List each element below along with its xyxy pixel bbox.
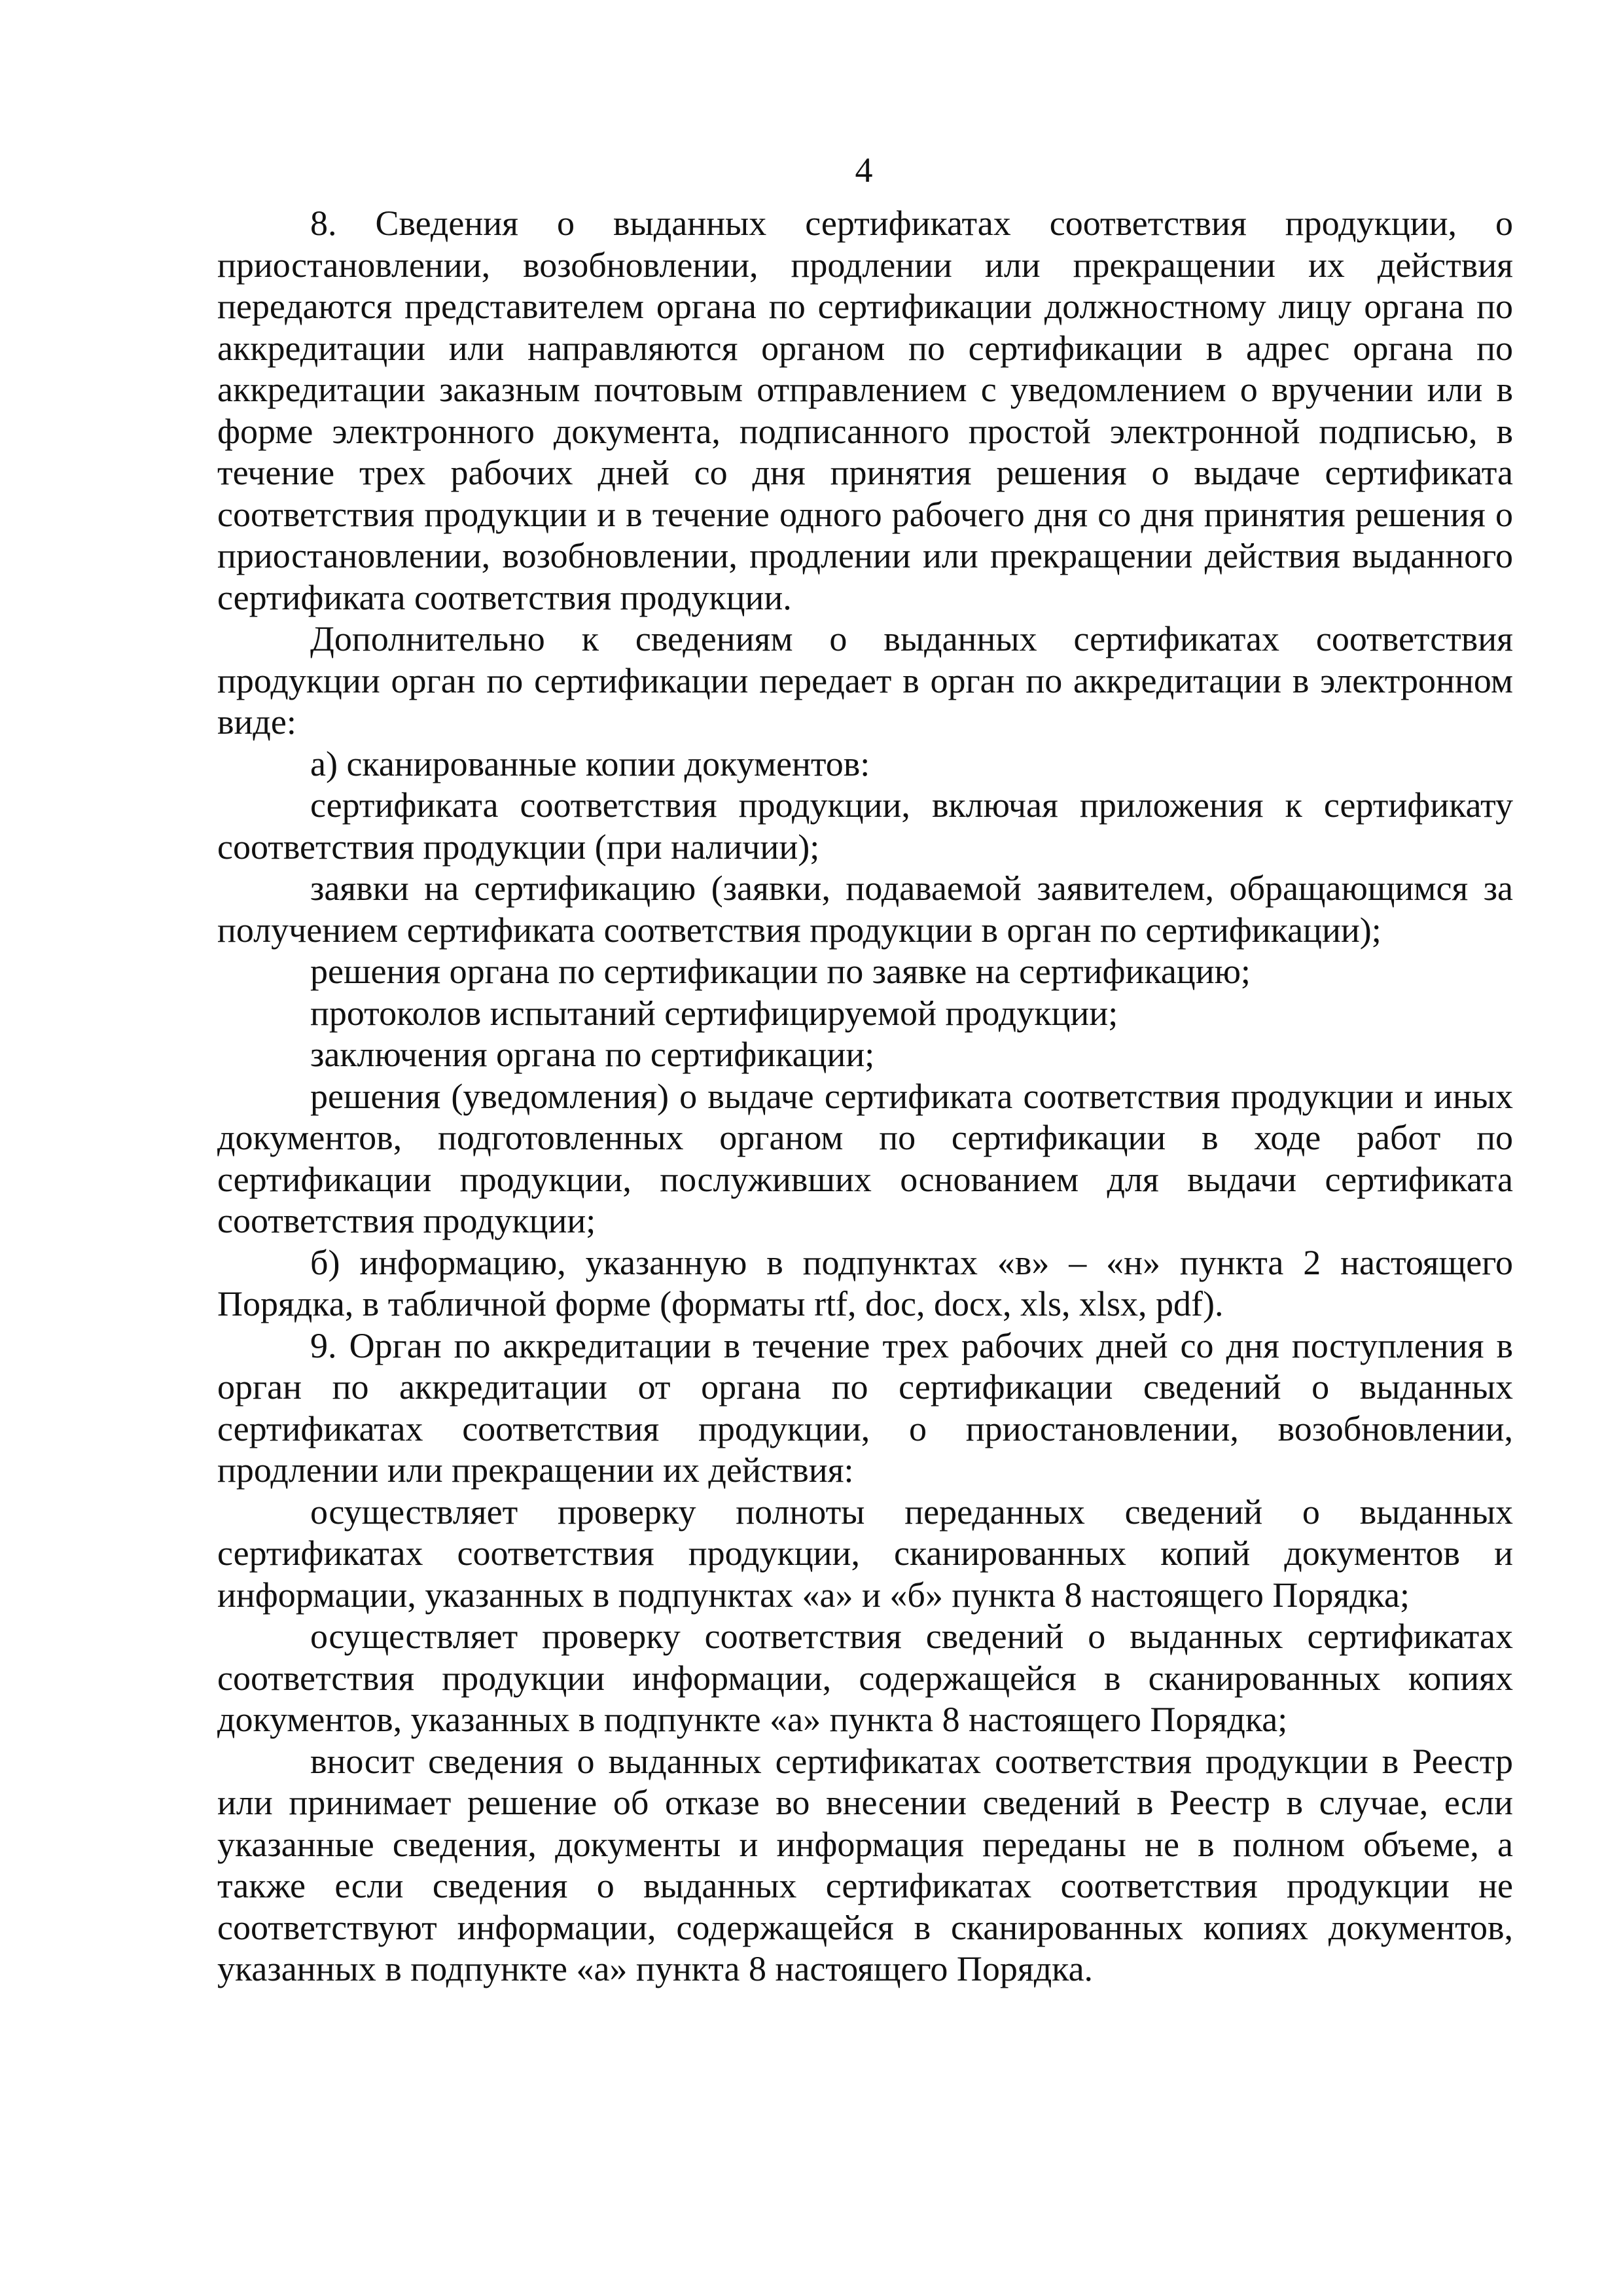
- paragraph-notification: решения (уведомления) о выдаче сертификата соответствия продукции и иных документов, подготовленных органом по сертификации в ходе работ по сертификации продукции, послуживших основанием для выдачи сертификата соответствия продукции;: [217, 1076, 1513, 1240]
- paragraph-additional-info: Дополнительно к сведениям о выданных сертификатах соответствия продукции орган по сертификации передает в орган по аккредитации в электронном виде:: [217, 619, 1513, 742]
- paragraph-decision: решения органа по сертификации по заявке на сертификацию;: [310, 952, 1251, 991]
- paragraph-8-intro: 8. Сведения о выданных сертификатах соответствия продукции, о приостановлении, возобновлении, продлении или прекращении их действия передаются представителем органа по сертификации должностному лицу органа по аккредитации или направляются органом по сертификации в адрес органа по аккредитации заказным почтовым отправлением с уведомлением о вручении или в форме электронного документа, подписанного простой электронной подписью, в течение трех рабочих дней со дня принятия решения о выдаче сертификата соответствия продукции и в течение одного рабочего дня со дня принятия решения о приостановлении, возобновлении, продлении или прекращении действия выданного сертификата соответствия продукции.: [217, 204, 1513, 617]
- paragraph-compliance-check: осуществляет проверку соответствия сведений о выданных сертификатах соответствия продукции информации, содержащейся в сканированных копиях документов, указанных в подпункте «а» пункта 8 настоящего Порядка;: [217, 1617, 1513, 1739]
- paragraph-9-intro: 9. Орган по аккредитации в течение трех рабочих дней со дня поступления в орган по аккредитации от органа по сертификации сведений о выданных сертификатах соответствия продукции, о приостановлении, возобновлении, продлении или прекращении их действия:: [217, 1325, 1513, 1490]
- paragraph-completeness-check: осуществляет проверку полноты переданных сведений о выданных сертификатах соответствия продукции, сканированных копий документов и информации, указанных в подпунктах «а» и «б» пункта 8 настоящего Порядка;: [217, 1492, 1513, 1615]
- document-body: [217, 203, 1513, 1990]
- paragraph-certificate: сертификата соответствия продукции, включая приложения к сертификату соответствия продукции (при наличии);: [217, 785, 1513, 867]
- paragraph-item-b: б) информацию, указанную в подпунктах «в» – «н» пункта 2 настоящего Порядка, в табличной форме (форматы rtf, doc, docx, xls, xlsx, pdf).: [217, 1242, 1513, 1323]
- page-number: 4: [855, 151, 873, 190]
- paragraph-conclusion: заключения органа по сертификации;: [310, 1035, 875, 1074]
- paragraph-item-a: а) сканированные копии документов:: [310, 744, 870, 783]
- paragraph-application: заявки на сертификацию (заявки, подаваемой заявителем, обращающимся за получением сертификата соответствия продукции в орган по сертификации);: [217, 869, 1513, 950]
- paragraph-registry-entry: вносит сведения о выданных сертификатах соответствия продукции в Реестр или принимает решение об отказе во внесении сведений в Реестр в случае, если указанные сведения, документы и информация переданы не в полном объеме, а также если сведения о выданных сертификатах соответствия продукции не соответствуют информации, содержащейся в сканированных копиях документов, указанных в подпункте «а» пункта 8 настоящего Порядка.: [217, 1741, 1513, 1988]
- paragraph-test-reports: протоколов испытаний сертифицируемой продукции;: [310, 993, 1118, 1033]
